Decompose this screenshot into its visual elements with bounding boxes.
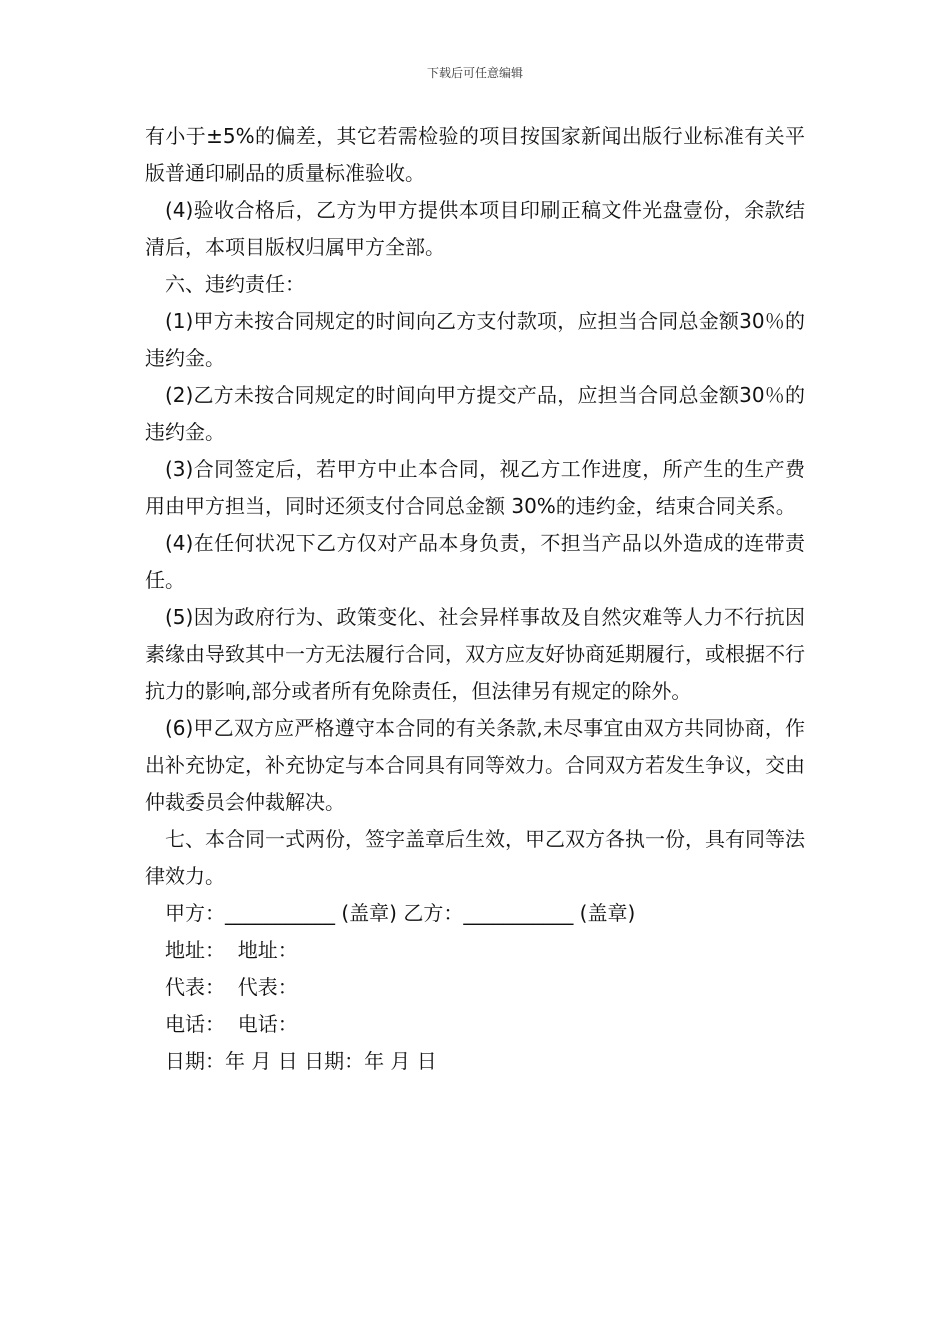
signature-party-line: 甲方：___________ (盖章) 乙方：___________ (盖章) <box>165 901 636 925</box>
paragraph-acceptance-standard: 有小于±5%的偏差，其它若需检验的项目按国家新闻出版行业标准有关平版普通印刷品的质量标准验收。 <box>145 124 805 185</box>
signature-phone-line: 电话： 电话： <box>165 1012 298 1036</box>
page-header: 下载后可任意编辑 <box>426 66 523 80</box>
paragraph-breach-3: (3)合同签定后，若甲方中止本合同，视乙方工作进度，所产生的生产费用由甲方担当，同时还须支付合同总金额 30%的违约金，结束合同关系。 <box>145 457 805 518</box>
paragraph-breach-2: (2)乙方未按合同规定的时间向甲方提交产品，应担当合同总金额30％的违约金。 <box>145 383 805 444</box>
paragraph-breach-1: (1)甲方未按合同规定的时间向乙方支付款项，应担当合同总金额30％的违约金。 <box>145 309 805 370</box>
paragraph-breach-4: (4)在任何状况下乙方仅对产品本身负责，不担当产品以外造成的连带责任。 <box>145 531 805 592</box>
paragraph-breach-5: (5)因为政府行为、政策变化、社会异样事故及自然灾难等人力不行抗因素缘由导致其中一方无法履行合同，双方应友好协商延期履行，或根据不行抗力的影响,部分或者所有免除责任，但法律另有规定的除外。 <box>145 605 805 703</box>
paragraph-clause-4-acceptance: (4)验收合格后，乙方为甲方提供本项目印刷正稿文件光盘壹份，余款结清后，本项目版权归属甲方全部。 <box>145 198 805 259</box>
section-heading-breach: 六、违约责任： <box>165 272 305 296</box>
signature-date-line: 日期：年 月 日 日期：年 月 日 <box>165 1049 437 1073</box>
section-copies-effectiveness: 七、本合同一式两份，签字盖章后生效，甲乙双方各执一份，具有同等法律效力。 <box>145 827 805 888</box>
document-body <box>145 118 805 1080</box>
paragraph-breach-6: (6)甲乙双方应严格遵守本合同的有关条款,未尽事宜由双方共同协商，作出补充协定，补充协定与本合同具有同等效力。合同双方若发生争议，交由仲裁委员会仲裁解决。 <box>145 716 805 814</box>
signature-address-line: 地址： 地址： <box>165 938 298 962</box>
signature-representative-line: 代表： 代表： <box>165 975 298 999</box>
